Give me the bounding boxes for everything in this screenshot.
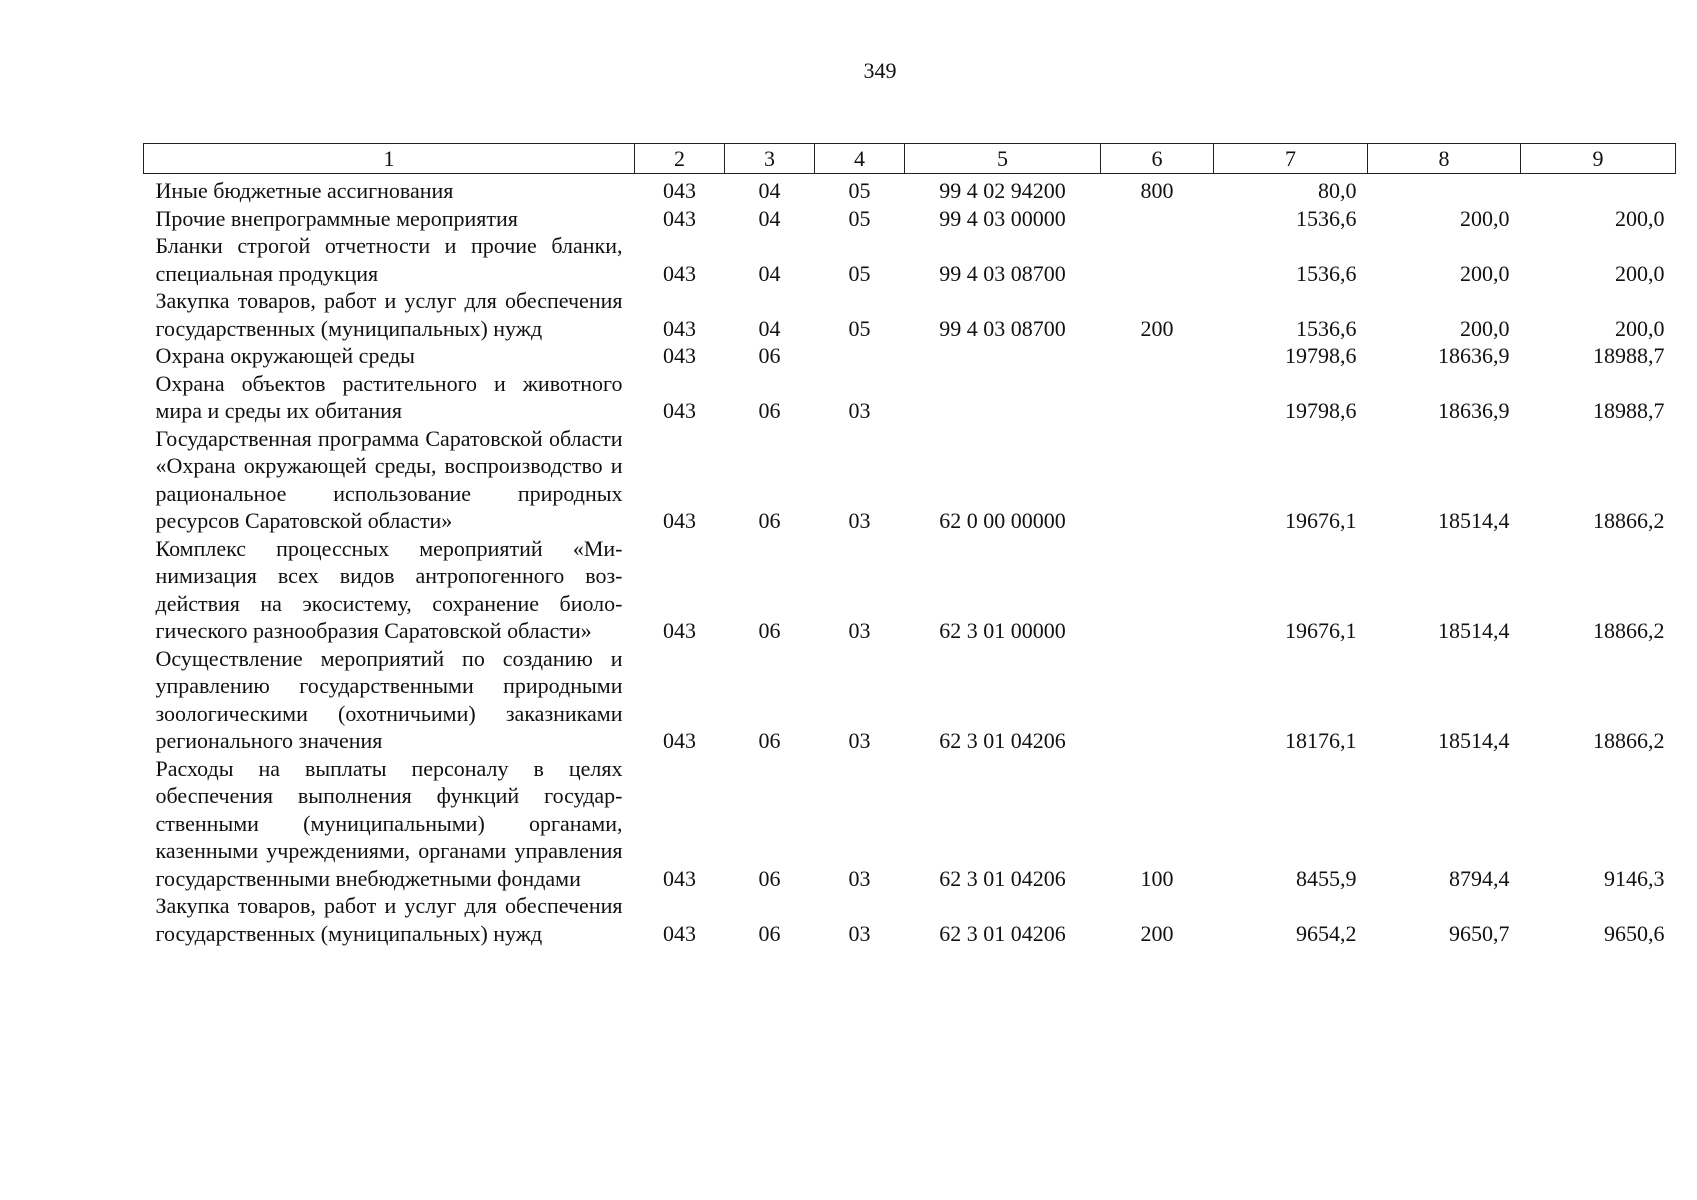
amount-col-9: 18988,7 bbox=[1593, 398, 1665, 423]
code-ministry: 043 bbox=[663, 618, 696, 643]
code-expense-type bbox=[1101, 232, 1214, 287]
row-name: Закупка товаров, работ и услуг для обеспечения государственных (муниципальных) нужд bbox=[155, 288, 623, 341]
amount-col-9: 9650,6 bbox=[1604, 920, 1665, 946]
code-target-article bbox=[905, 370, 1101, 425]
row-name: Государственная программа Саратовской области «Охрана окружающей среды, воспроизводство и рациональное использование природных ресурсов Саратовской области» bbox=[155, 425, 623, 533]
amount-col-8: 200,0 bbox=[1460, 260, 1510, 286]
amount-col-9: 18988,7 bbox=[1593, 343, 1665, 368]
code-subsection: 05 bbox=[848, 178, 871, 203]
code-expense-type bbox=[1101, 342, 1214, 370]
amount-col-9: 200,0 bbox=[1615, 315, 1665, 341]
row-name: Осуществление мероприятий по созданию и управлению государственными природными зоологическими (охотничьими) заказниками регионального значения bbox=[155, 645, 623, 753]
header-row bbox=[144, 144, 1676, 174]
code-expense-type bbox=[1101, 425, 1214, 535]
column-header: 1 bbox=[144, 144, 635, 174]
column-header: 4 bbox=[815, 144, 905, 174]
column-header: 7 bbox=[1214, 144, 1368, 174]
amount-col-7: 9654,2 bbox=[1296, 920, 1357, 946]
code-ministry: 043 bbox=[663, 865, 696, 891]
code-target-article bbox=[905, 342, 1101, 370]
amount-col-9 bbox=[1521, 174, 1676, 205]
code-expense-type bbox=[1101, 535, 1214, 645]
table-row bbox=[144, 287, 1676, 342]
column-header: 5 bbox=[905, 144, 1101, 174]
row-name: Охрана объектов растительного и животного мира и среды их обитания bbox=[155, 370, 623, 423]
code-target-article: 62 3 01 04206 bbox=[939, 728, 1066, 753]
code-subsection: 03 bbox=[848, 398, 871, 423]
table-body bbox=[144, 174, 1676, 948]
code-ministry: 043 bbox=[663, 398, 696, 423]
row-name: Закупка товаров, работ и услуг для обеспечения государственных (муниципальных) нужд bbox=[155, 893, 623, 946]
table-row bbox=[144, 342, 1676, 370]
table-row bbox=[144, 174, 1676, 205]
amount-col-8: 18636,9 bbox=[1438, 398, 1510, 423]
code-section: 04 bbox=[758, 315, 781, 341]
amount-col-7: 18176,1 bbox=[1285, 728, 1357, 753]
column-header: 9 bbox=[1521, 144, 1676, 174]
code-expense-type bbox=[1101, 205, 1214, 233]
code-target-article: 62 3 01 04206 bbox=[939, 920, 1066, 946]
amount-col-7: 19798,6 bbox=[1285, 398, 1357, 423]
code-ministry: 043 bbox=[663, 728, 696, 753]
row-name: Прочие внепрограммные мероприятия bbox=[155, 205, 518, 231]
code-section: 06 bbox=[758, 398, 781, 423]
amount-col-9: 18866,2 bbox=[1593, 728, 1665, 753]
code-section: 06 bbox=[758, 508, 781, 533]
column-header: 6 bbox=[1101, 144, 1214, 174]
code-subsection bbox=[815, 342, 905, 370]
amount-col-7: 1536,6 bbox=[1296, 315, 1357, 341]
code-ministry: 043 bbox=[663, 178, 696, 203]
code-target-article: 99 4 03 08700 bbox=[939, 260, 1066, 286]
code-ministry: 043 bbox=[663, 508, 696, 533]
code-subsection: 03 bbox=[848, 508, 871, 533]
code-expense-type: 200 bbox=[1140, 315, 1174, 341]
code-section: 04 bbox=[758, 178, 781, 203]
amount-col-9: 9146,3 bbox=[1604, 865, 1665, 891]
code-ministry: 043 bbox=[663, 315, 696, 341]
amount-col-8: 200,0 bbox=[1460, 315, 1510, 341]
amount-col-7: 19676,1 bbox=[1285, 618, 1357, 643]
code-subsection: 03 bbox=[848, 618, 871, 643]
code-section: 06 bbox=[758, 343, 781, 368]
amount-col-7: 19798,6 bbox=[1285, 343, 1357, 368]
amount-col-8: 18514,4 bbox=[1438, 618, 1510, 643]
page-number: 349 bbox=[863, 58, 897, 83]
amount-col-9: 200,0 bbox=[1615, 205, 1665, 231]
code-target-article: 99 4 03 00000 bbox=[939, 205, 1066, 231]
code-expense-type: 200 bbox=[1140, 920, 1174, 946]
table-row bbox=[144, 755, 1676, 893]
amount-col-8: 9650,7 bbox=[1449, 920, 1510, 946]
code-expense-type: 100 bbox=[1140, 865, 1174, 891]
code-target-article: 99 4 03 08700 bbox=[939, 315, 1066, 341]
code-expense-type: 800 bbox=[1140, 178, 1174, 203]
code-ministry: 043 bbox=[663, 260, 696, 286]
amount-col-7: 8455,9 bbox=[1296, 865, 1357, 891]
amount-col-8: 18514,4 bbox=[1438, 508, 1510, 533]
code-expense-type bbox=[1101, 370, 1214, 425]
code-ministry: 043 bbox=[663, 343, 696, 368]
amount-col-9: 18866,2 bbox=[1593, 618, 1665, 643]
amount-col-8: 18514,4 bbox=[1438, 728, 1510, 753]
code-section: 06 bbox=[758, 728, 781, 753]
code-section: 04 bbox=[758, 260, 781, 286]
code-expense-type bbox=[1101, 645, 1214, 755]
amount-col-7: 19676,1 bbox=[1285, 508, 1357, 533]
code-target-article: 62 3 01 00000 bbox=[939, 618, 1066, 643]
code-target-article: 62 3 01 04206 bbox=[939, 865, 1066, 891]
table-row bbox=[144, 535, 1676, 645]
amount-col-9: 200,0 bbox=[1615, 260, 1665, 286]
amount-col-7: 80,0 bbox=[1318, 178, 1357, 203]
code-subsection: 03 bbox=[848, 865, 871, 891]
table-row bbox=[144, 205, 1676, 233]
table-row bbox=[144, 892, 1676, 947]
code-subsection: 03 bbox=[848, 920, 871, 946]
amount-col-8: 18636,9 bbox=[1438, 343, 1510, 368]
code-section: 06 bbox=[758, 618, 781, 643]
table-row bbox=[144, 425, 1676, 535]
code-section: 06 bbox=[758, 920, 781, 946]
column-header: 3 bbox=[725, 144, 815, 174]
code-subsection: 05 bbox=[848, 315, 871, 341]
code-subsection: 05 bbox=[848, 205, 871, 231]
amount-col-7: 1536,6 bbox=[1296, 205, 1357, 231]
amount-col-9: 18866,2 bbox=[1593, 508, 1665, 533]
column-header: 8 bbox=[1368, 144, 1521, 174]
table-row bbox=[144, 370, 1676, 425]
code-ministry: 043 bbox=[663, 205, 696, 231]
row-name: Иные бюджетные ассигнования bbox=[155, 178, 454, 203]
amount-col-8: 200,0 bbox=[1460, 205, 1510, 231]
code-subsection: 05 bbox=[848, 260, 871, 286]
code-subsection: 03 bbox=[848, 728, 871, 753]
table-row bbox=[144, 645, 1676, 755]
code-target-article: 99 4 02 94200 bbox=[939, 178, 1066, 203]
code-target-article: 62 0 00 00000 bbox=[939, 508, 1066, 533]
code-section: 04 bbox=[758, 205, 781, 231]
code-section: 06 bbox=[758, 865, 781, 891]
code-ministry: 043 bbox=[663, 920, 696, 946]
row-name: Комплекс процессных мероприятий «Минимизация всех видов антропогенного воздействия на экосистему, сохранение биологического разнообразия Саратовской области» bbox=[155, 535, 623, 643]
table-row bbox=[144, 232, 1676, 287]
budget-table bbox=[143, 143, 1676, 947]
amount-col-7: 1536,6 bbox=[1296, 260, 1357, 286]
amount-col-8 bbox=[1368, 174, 1521, 205]
row-name: Бланки строгой отчетности и прочие бланки, специальная продукция bbox=[155, 233, 623, 286]
column-header: 2 bbox=[635, 144, 725, 174]
row-name: Охрана окружающей среды bbox=[155, 343, 415, 368]
amount-col-8: 8794,4 bbox=[1449, 865, 1510, 891]
row-name: Расходы на выплаты персоналу в целях обеспечения выполнения функций государственными (муниципальными) органами, казенными учреждениями, органами управления государственными внебюджетными фондами bbox=[155, 755, 623, 891]
